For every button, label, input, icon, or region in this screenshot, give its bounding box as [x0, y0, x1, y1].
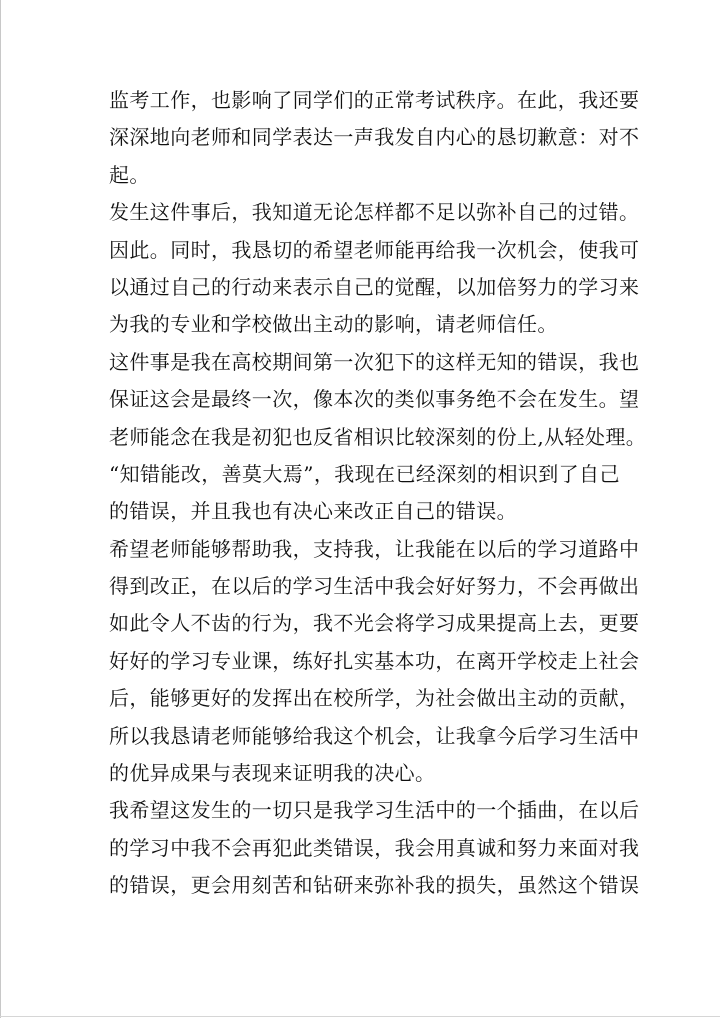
text-line: 我希望这发生的一切只是我学习生活中的一个插曲，在以后: [109, 798, 640, 823]
text-line: 这件事是我在高校期间第一次犯下的这样无知的错误，我也: [109, 349, 640, 374]
text-line: “知错能改，善莫大焉”，我现在已经深刻的相识到了自己: [109, 461, 620, 486]
text-line: 为我的专业和学校做出主动的影响，请老师信任。: [109, 312, 558, 337]
text-line: 希望老师能够帮助我，支持我，让我能在以后的学习道路中: [109, 536, 640, 561]
page-bottom-border: [0, 1016, 720, 1017]
page-left-border: [0, 0, 1, 1018]
text-line: 以通过自己的行动来表示自己的觉醒，以加倍努力的学习来: [109, 274, 640, 299]
text-line: 保证这会是最终一次，像本次的类似事务绝不会在发生。望: [109, 387, 640, 412]
text-line: 起。: [109, 162, 150, 187]
document-body-text: [109, 82, 647, 905]
text-line: 老师能念在我是初犯也反省相识比较深刻的份上,从轻处理。: [109, 424, 647, 449]
text-line: 好好的学习专业课，练好扎实基本功，在离开学校走上社会: [109, 648, 640, 673]
text-line: 所以我恳请老师能够给我这个机会，让我拿今后学习生活中: [109, 723, 640, 748]
text-line: 因此。同时，我恳切的希望老师能再给我一次机会，使我可: [109, 237, 640, 262]
text-line: 的学习中我不会再犯此类错误，我会用真诚和努力来面对我: [109, 835, 640, 860]
text-line: 监考工作，也影响了同学们的正常考试秩序。在此，我还要: [109, 88, 640, 112]
text-line: 深深地向老师和同学表达一声我发自内心的恳切歉意：对不: [109, 125, 640, 150]
text-line: 的错误，并且我也有决心来改正自己的错误。: [109, 499, 517, 524]
text-line: 如此令人不齿的行为，我不光会将学习成果提高上去，更要: [109, 611, 640, 636]
text-line: 的优异成果与表现来证明我的决心。: [109, 761, 436, 786]
text-line: 的错误，更会用刻苦和钻研来弥补我的损失，虽然这个错误: [109, 873, 640, 898]
text-line: 得到改正，在以后的学习生活中我会好好努力，不会再做出: [109, 574, 640, 599]
text-line: 发生这件事后，我知道无论怎样都不足以弥补自己的过错。: [109, 200, 640, 225]
text-line: 后，能够更好的发挥出在校所学，为社会做出主动的贡献，: [109, 686, 640, 711]
